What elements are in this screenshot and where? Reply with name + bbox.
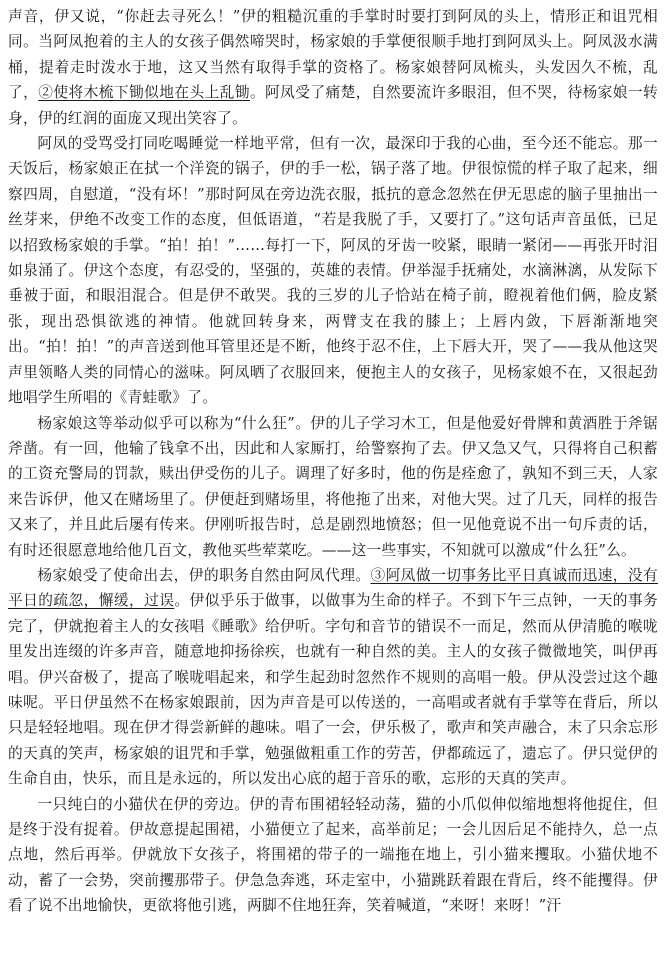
text-span: 一只纯白的小猫伏在伊的旁边。伊的青布围裙轻轻动荡，猫的小爪似伸似缩地想将他捉住，但是终于没有捉着。伊故意提起围裙，小猫便立了起来，高举前足；一会儿因后足不能持久，总一点点地，然后再举。伊就放下女孩子，将围裙的带子的一端拖在地上，引小猫来攫取。小猫伏地不动，蓄了一会势，突前攫那带子。伊急急奔逃，环走室中，小猫跳跃着跟在背后，终不能攫得。伊看了说不出地愉快，更欲将他引逃，两脚不住地狂奔，笑着喊道，“来呀！来呀！”汗 <box>8 795 658 915</box>
paragraph-3 <box>8 411 658 563</box>
paragraph-4 <box>8 563 658 792</box>
text-span: 。阿凤受了痛楚，自然要流许多眼泪，但不哭，待杨家娘一转身，伊的红润的面庞又现出笑容了。 <box>8 84 658 127</box>
text-span: 。伊似乎乐于做事，以做事为生命的样子。不到下午三点钟，一天的事务完了，伊就抱着主人的女孩唱《睡歌》给伊听。字句和音节的错误不一而足，然而从伊清脆的喉咙里发出连缀的许多声音，随意地抑扬徐疾，也就有一种自然的美。主人的女孩子微微地笑，叫伊再唱。伊兴奋极了，提高了喉咙唱起来，和学生起劲时忽然作不规则的高唱一般。伊从没尝过这个趣味呢。平日伊虽然不在杨家娘跟前，因为声音是可以传送的，一高唱或者就有手掌等在背后，所以只是轻轻地唱。现在伊才得尝新鲜的趣味。唱了一会，伊乐极了，歌声和笑声融合，末了只余忘形的天真的笑声，杨家娘的诅咒和手掌，勉强做粗重工作的劳苦，伊都疏远了，遗忘了。伊只觉伊的生命自由，快乐，而且是永远的，所以发出心底的超于音乐的歌，忘形的天真的笑声。 <box>8 592 658 788</box>
paragraph-1 <box>8 4 658 131</box>
article-page <box>8 4 658 919</box>
paragraph-5 <box>8 792 658 919</box>
paragraph-2 <box>8 131 658 410</box>
text-span: 杨家娘受了使命出去，伊的职务自然由阿凤代理。 <box>37 566 371 584</box>
underlined-sentence-2: ②使将木梳下锄似地在头上乱锄 <box>38 84 250 102</box>
text-span: 杨家娘这等举动似乎可以称为“什么狂”。伊的儿子学习木工，但是他爱好骨牌和黄酒胜于斧锯斧凿。有一回，他输了钱拿不出，因此和人家厮打，给警察拘了去。伊又急又气，只得将自己积蓄的工资充警局的罚款，赎出伊受伤的儿子。调理了好多时，他的伤是痊愈了，孰知不到三天，人家来告诉伊，他又在赌场里了。伊便赶到赌场里，将他拖了出来，对他大哭。过了几天，同样的报告又来了，并且此后屡有传来。伊刚听报告时，总是剧烈地愤怒；但一见他竟说不出一句斥责的话，有时还很愿意地给他几百文，教他买些荤菜吃。——这一些事实，不知就可以激成“什么狂”么。 <box>8 414 658 559</box>
text-span: 阿凤的受骂受打同吃喝睡觉一样地平常，但有一次，最深印于我的心曲，至今还不能忘。那一天饭后，杨家娘正在拭一个洋瓷的锅子，伊的手一松，锅子落了地。伊很惊慌的样子取了起来，细察四周，自慰道，“没有坏！”那时阿凤在旁边洗衣服，抵抗的意念忽然在伊无思虑的脑子里抽出一丝芽来，伊绝不改变工作的态度，但低语道，“若是我脱了手，又要打了。”这句话声音虽低，已足以招致杨家娘的手掌。“拍！拍！”……每打一下，阿凤的牙齿一咬紧，眼睛一紧闭——再张开时泪如泉涌了。伊这个态度，有忍受的，坚强的，英雄的表情。伊举湿手抚痛处，水滴淋漓，从发际下垂被于面，和眼泪混合。但是伊不敢哭。我的三岁的儿子恰站在椅子前，瞪视着他们俩，脸皮紧张，现出恐惧欲逃的神情。他就回转身来，两臂支在我的膝上；上唇内敛，下唇渐渐地突出。“拍！拍！”的声音送到他耳管里还是不断，他终于忍不住，上下唇大开，哭了——我从他这哭声里领略人类的同情心的滋味。阿凤晒了衣服回来，便抱主人的女孩子，见杨家娘不在，又很起劲地唱学生所唱的《青蛙歌》了。 <box>8 135 658 407</box>
text-span: 声音，伊又说，“你赶去寻死么！”伊的粗糙沉重的手掌时时要打到阿凤的头上，情形正和诅咒相同。当阿凤抱着的主人的女孩子偶然啼哭时，杨家娘的手掌便很顺手地打到阿凤头上。阿凤汲水满桶，提着走时泼水于地，这又当然有取得手掌的资格了。杨家娘替阿凤梳头，头发因久不梳，乱了， <box>8 8 658 102</box>
underlined-sentence-3: ③阿凤做一切事务比平日真诚而迅速，没有平日的疏忽，懈缓，过误 <box>8 566 658 610</box>
